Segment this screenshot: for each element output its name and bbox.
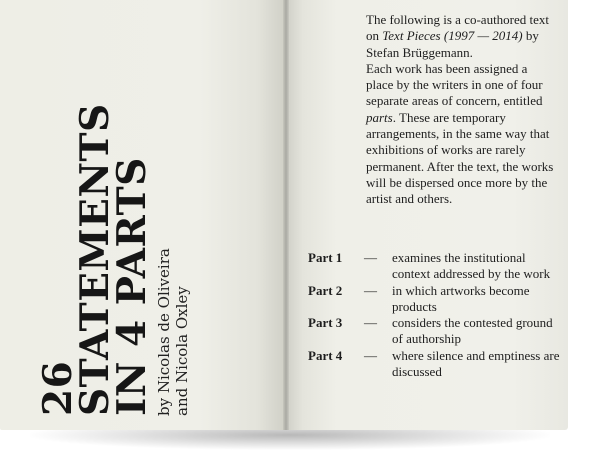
book-spine [283, 0, 289, 430]
part-description: where silence and emptiness are discussed [392, 347, 560, 380]
byline-line-2: and Nicola Oxley [173, 286, 191, 416]
part-row [308, 348, 558, 381]
title-line-2: STATEMENTS [72, 103, 118, 416]
intro-work-title: Text Pieces (1997 — 2014) [382, 28, 523, 44]
intro-p1-start: The following is a co-authored text on [366, 12, 550, 44]
part-label: Part 2 [308, 282, 343, 298]
part-description: examines the institutional context addressed by the work [392, 250, 551, 282]
part-row [308, 250, 558, 283]
part-dash: — [364, 347, 377, 363]
part-label: Part 4 [308, 347, 343, 363]
part-description: in which artworks become products [392, 282, 530, 314]
title-line-1: 26 [35, 360, 81, 416]
parts-list [308, 250, 558, 380]
part-dash: — [364, 250, 377, 265]
part-row [308, 283, 558, 316]
intro-p2-end: . These are temporary arrangements, in the same way that exhibitions of works are rarely permanent. After the text, the works will be dispersed once more by the artist and others. [366, 109, 554, 207]
part-dash: — [364, 282, 377, 298]
part-dash: — [364, 315, 377, 331]
part-row [308, 315, 558, 348]
title-line-3: IN 4 PARTS [109, 157, 155, 416]
title-block [35, 56, 191, 416]
part-label: Part 3 [308, 315, 343, 331]
byline-line-1: by Nicolas de Oliveira [155, 248, 173, 416]
part-description: considers the contested ground of authorship [392, 315, 553, 347]
intro-p2-start: Each work has been assigned a place by the writers in one of four separate areas of concern, entitled [366, 60, 543, 109]
intro-parts-word: parts [366, 109, 393, 125]
intro-text [366, 12, 556, 208]
part-label: Part 1 [308, 250, 343, 265]
left-page [0, 0, 286, 430]
intro-p1-end: by Stefan Brüggemann. [366, 28, 539, 60]
